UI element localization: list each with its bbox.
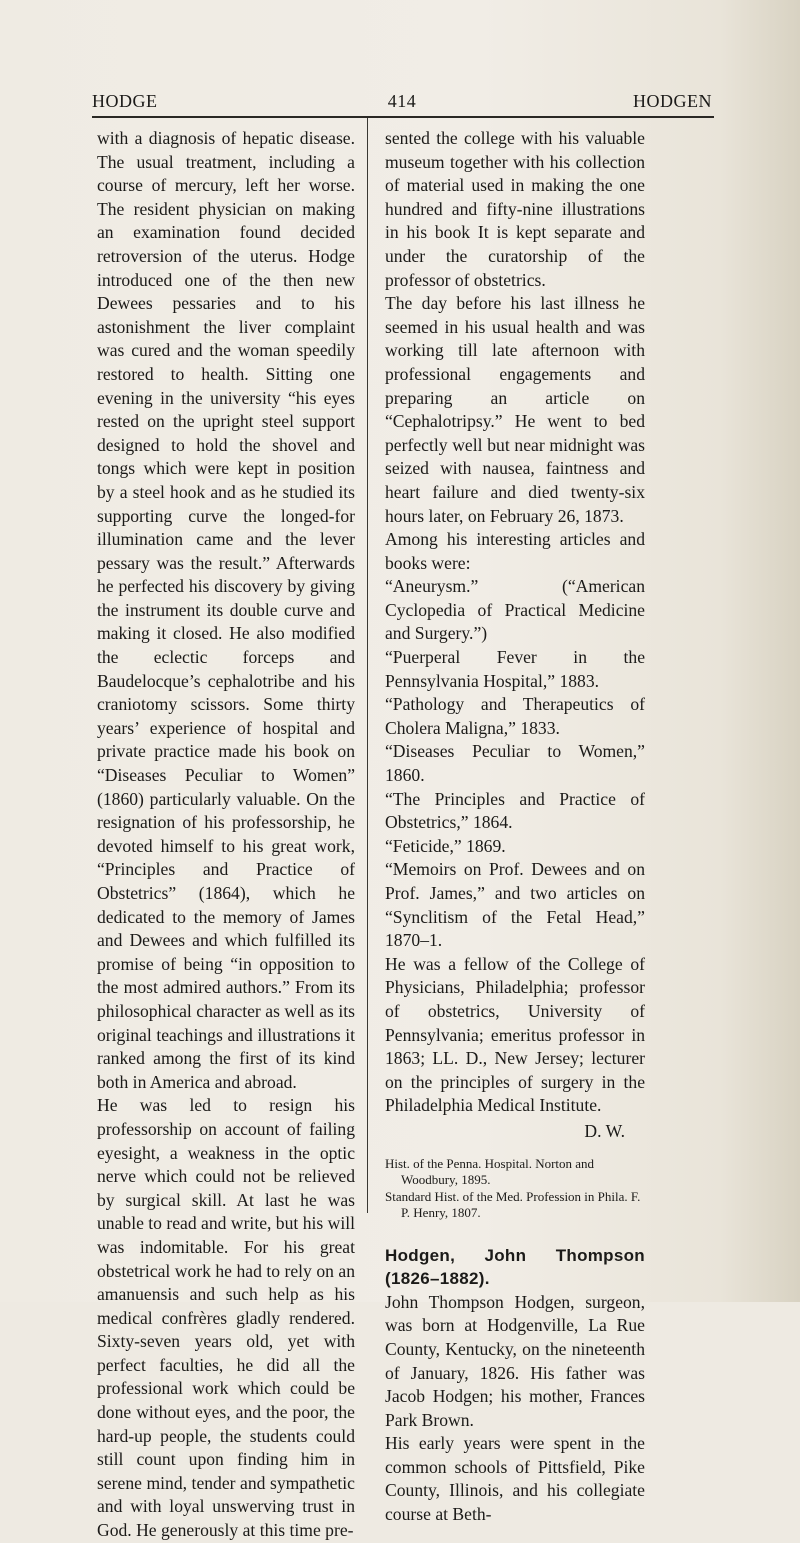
running-header — [92, 91, 712, 113]
entry-paragraph: His early years were spent in the common schools of Pittsfield, Pike County, Illinois, and his collegiate course at Beth- — [385, 1433, 645, 1525]
header-rule — [92, 116, 714, 118]
author-signature: D. W. — [584, 1120, 625, 1141]
left-paragraph: with a diagnosis of hepatic disease. The usual treatment, including a course of mercury, left her worse. The resident physician on making an examination found decided retroversion of the uterus. Hodge introduced one of the then new Dewees pessaries and to his astonishment the liver complaint was cured and the woman speedily restored to health. Sitting one evening in the university “his eyes rested on the upright steel support designed to hold the shovel and tongs which were kept in position by a steel hook and as he studied its supporting curve the longed-for illumination came and the lever pessary was the result.” Afterwards he perfected his discovery by giving the instrument its double curve and making it closed. He also modified the eclectic forceps and Baudelocque’s cephalotribe and his craniotomy scissors. Some thirty years’ experience of hospital and private practice made his book on “Diseases Peculiar to Women” (1860) particularly valuable. On the resignation of his professorship, he devoted himself to his great work, “Principles and Practice of Obstetrics” (1864), which he dedicated to the memory of James and Dewees and which fulfilled its promise of being “in opposition to the most admired authors.” From its philosophical character as well as its original teachings and illustrations it ranked among the first of its kind both in America and abroad. — [97, 128, 355, 1092]
right-paragraph: Among his interesting articles and books were: — [385, 529, 645, 573]
column-divider — [367, 118, 368, 1213]
right-paragraph: The day before his last illness he seemed in his usual health and was working till late afternoon with professional engagements and preparing an article on “Cephalotripsy.” He went to bed perfectly well but near midnight was seized with nausea, faintness and heart failure and died twenty-six hours later, on February 26, 1873. — [385, 293, 645, 526]
left-paragraph: He was led to resign his professorship on account of failing eyesight, a weakness in the optic nerve which could not be relieved by surgical skill. At last he was unable to read and write, but his will was indomitable. For his great obstetrical work he had to rely on an amanuensis and such help as his medical confrères gladly rendered. Sixty-seven years old, yet with perfect faculties, he did all the professional work which could be done without eyes, and the poor, the hard-up people, the students could still count upon finding him in serene mind, tender and sympathetic and with loyal unswerving trust in God. He generously at this time pre- — [97, 1095, 355, 1541]
left-column — [97, 127, 355, 1543]
entry-paragraph: John Thompson Hodgen, surgeon, was born at Hodgenville, La Rue County, Kentucky, on the nineteenth of January, 1826. His father was Jacob Hodgen; his mother, Frances Park Brown. — [385, 1291, 645, 1430]
reference-item: Hist. of the Penna. Hospital. Norton and Woodbury, 1895. — [385, 1155, 595, 1188]
right-column — [385, 127, 645, 1527]
work-item: “Diseases Peculiar to Women,” 1860. — [385, 741, 645, 786]
work-item: “Aneurysm.” (“American Cyclopedia of Practical Medicine and Surgery.”) — [385, 576, 645, 644]
work-item: “Memoirs on Prof. Dewees and on Prof. James,” and two articles on “Synclitism of the Fetal Head,” 1870–1. — [385, 859, 645, 951]
work-item: “Pathology and Therapeutics of Cholera Maligna,” 1833. — [385, 694, 645, 738]
work-item: “Feticide,” 1869. — [385, 835, 506, 856]
work-item: “Puerperal Fever in the Pennsylvania Hospital,” 1883. — [385, 647, 645, 691]
work-item: “The Principles and Practice of Obstetrics,” 1864. — [385, 788, 645, 833]
header-left-word: HODGE — [92, 91, 158, 111]
closing-paragraph: He was a fellow of the College of Physicians, Philadelphia; professor of obstetrics, University of Pennsylvania; emeritus professor in 1863; LL. D., New Jersey; lecturer on the principles of surgery in the Philadelphia Medical Institute. — [385, 953, 645, 1116]
references — [385, 1156, 645, 1222]
header-right-word: HODGEN — [633, 91, 712, 111]
entry-title — [385, 1244, 645, 1291]
right-paragraph: sented the college with his valuable museum together with his collection of material used in making the one hundred and fifty-nine illustrations in his book It is kept separate and under the curatorship of the professor of obstetrics. — [385, 128, 645, 290]
reference-item: Standard Hist. of the Med. Profession in Phila. F. P. Henry, 1807. — [385, 1188, 641, 1221]
entry-title-text: Hodgen, John Thompson (1826–1882). — [385, 1245, 645, 1289]
page-number: 414 — [387, 91, 417, 111]
